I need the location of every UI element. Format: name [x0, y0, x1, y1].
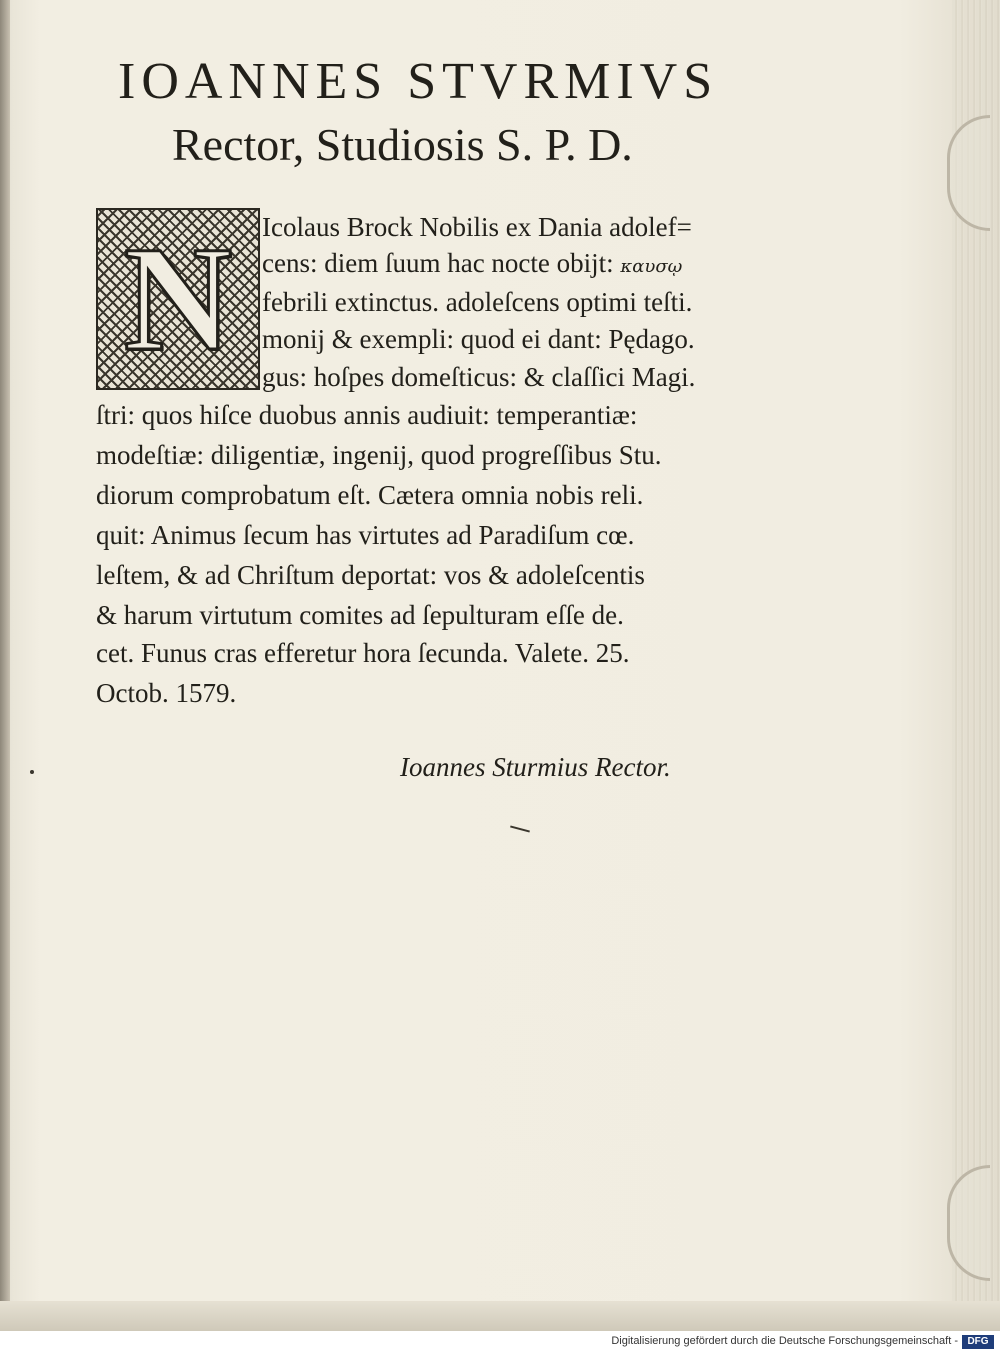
- greek-word: καυσῳ: [620, 256, 683, 277]
- text-line-10: leſtem, & ad Chriſtum deportat: vos & adoleſcentis: [96, 560, 645, 590]
- text-line-6: ſtri: quos hiſce duobus annis audiuit: temperantiæ:: [96, 400, 638, 430]
- text-line-2-main: cens: diem ſuum hac nocte obijt:: [262, 248, 614, 278]
- text-line-8: diorum comprobatum eſt. Cætera omnia nobis reli.: [96, 480, 644, 510]
- title-line-2: Rector, Studiosis S. P. D.: [172, 119, 633, 170]
- decorated-initial: [96, 208, 260, 390]
- ink-dot: [30, 770, 34, 774]
- page-edge-left: [0, 0, 10, 1331]
- footer-text: Digitalisierung gefördert durch die Deutsche Forschungsgemeinschaft -: [611, 1335, 958, 1347]
- text-line-2: [262, 248, 682, 279]
- signature: Ioannes Sturmius Rector.: [400, 752, 671, 782]
- footer-bar: [0, 1331, 1000, 1353]
- text-line-5: gus: hoſpes domeſticus: & claſſici Magi.: [262, 362, 696, 392]
- text-line-4: monij & exempli: quod ei dant: Pędago.: [262, 324, 695, 354]
- text-line-1: Icolaus Brock Nobilis ex Dania adolef=: [262, 212, 692, 242]
- text-line-7: modeſtiæ: diligentiæ, ingenij, quod progreſſibus Stu.: [96, 440, 662, 470]
- ink-mark: [510, 825, 530, 832]
- text-line-12: cet. Funus cras efferetur hora ſecunda. Valete. 25.: [96, 638, 630, 668]
- text-line-9: quit: Animus ſecum has virtutes ad Paradiſum cœ.: [96, 520, 635, 550]
- text-line-11: & harum virtutum comites ad ſepulturam eſſe de.: [96, 600, 624, 630]
- page-bottom-edge: [0, 1301, 1000, 1331]
- title-line-1: IOANNES STVRMIVS: [118, 53, 719, 110]
- initial-letter: N: [123, 216, 233, 382]
- dfg-logo: DFG: [962, 1335, 994, 1349]
- text-line-3: febrili extinctus. adoleſcens optimi teſti.: [262, 287, 693, 317]
- text-line-13: Octob. 1579.: [96, 678, 237, 708]
